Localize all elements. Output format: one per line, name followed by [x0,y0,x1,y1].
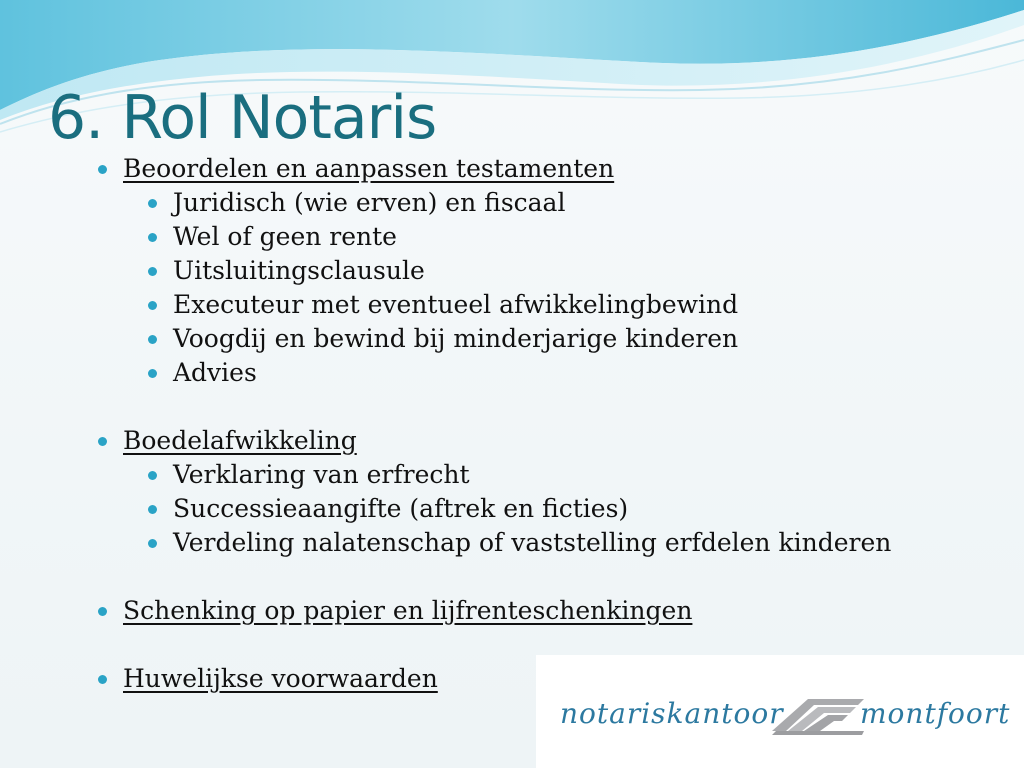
sub-bullet-item: Uitsluitingsclausule [145,254,995,288]
logo-text-right: montfoort [860,697,1011,730]
bullet-heading: Huwelijkse voorwaarden [123,664,438,693]
bullet-heading: Schenking op papier en lijfrenteschenkingen [123,596,693,625]
sub-bullet-item: Executeur met eventueel afwikkelingbewind [145,288,995,322]
bullet-content [95,152,995,696]
sub-bullet-item: Juridisch (wie erven) en fiscaal [145,186,995,220]
sub-bullet-item: Verklaring van erfrecht [145,458,995,492]
sub-bullet-item: Wel of geen rente [145,220,995,254]
bullet-list [95,152,995,696]
bullet-heading: Beoordelen en aanpassen testamenten [123,154,615,183]
list-spacer [95,390,995,424]
logo-text-left: notariskantoor [560,697,784,730]
slide-title: 6. Rol Notaris [48,83,437,153]
sub-bullet-item: Verdeling nalatenschap of vaststelling erfdelen kinderen [145,526,995,560]
company-logo [536,655,1024,768]
bullet-item [95,424,995,458]
bullet-heading: Boedelafwikkeling [123,426,357,455]
bullet-item [95,152,995,186]
stripes-logo-icon [768,683,866,735]
list-spacer [95,560,995,594]
sub-bullet-item: Successieaangifte (aftrek en ficties) [145,492,995,526]
sub-bullet-item: Advies [145,356,995,390]
sub-bullet-item: Voogdij en bewind bij minderjarige kinderen [145,322,995,356]
bullet-item [95,594,995,628]
